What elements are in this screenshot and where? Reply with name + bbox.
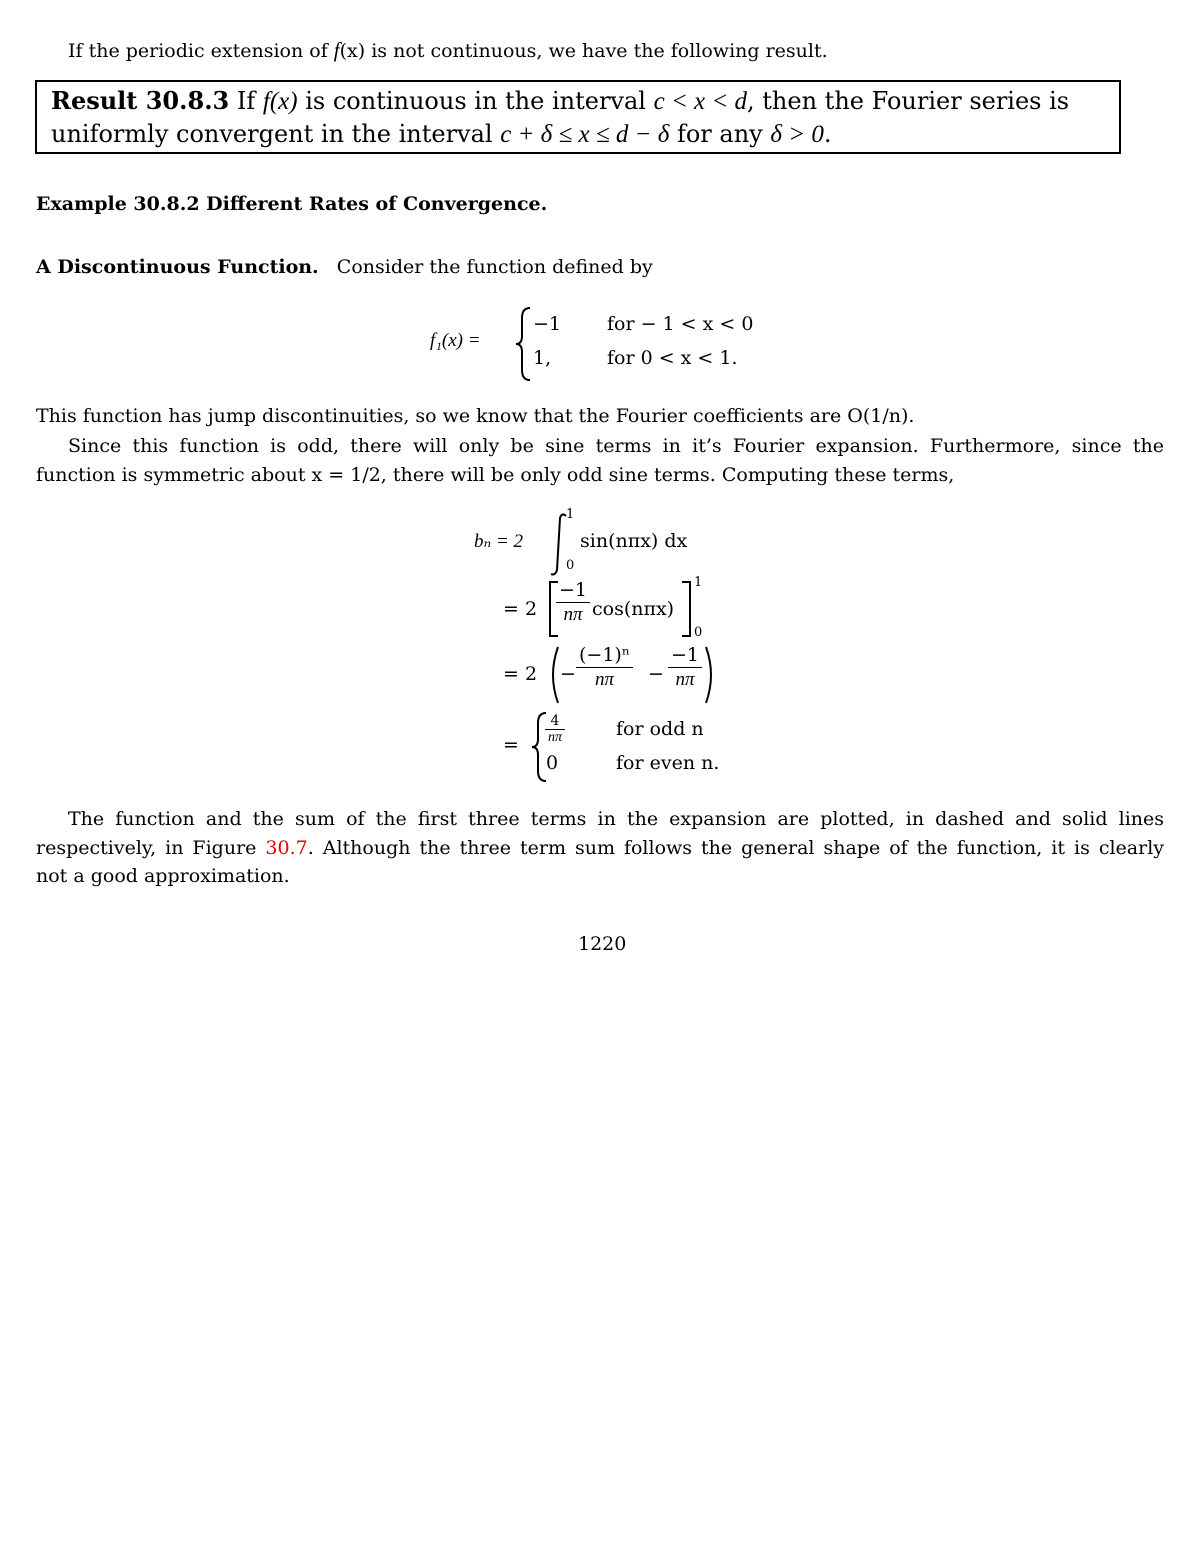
page-number: 1220	[578, 933, 627, 955]
plot-text: . Although the three term sum follows the general shape of the function, it is clearly	[307, 837, 1165, 859]
intro-f: f	[333, 38, 340, 62]
result-text: If	[229, 87, 263, 115]
case1-denominator: nπ	[548, 730, 563, 745]
eq2-upper-limit: 1	[694, 575, 703, 590]
f1-case1-condition: for − 1 < x < 0	[607, 313, 754, 335]
case1-condition: for odd n	[616, 718, 704, 740]
case2-condition: for even n.	[616, 752, 720, 774]
plot-text: respectively, in Figure	[36, 837, 266, 859]
eq2-cos: cos(nπx)	[592, 598, 675, 620]
eq3-minus: −	[560, 663, 576, 685]
paragraph-odd-function-line-2: function is symmetric about x = 1/2, there will be only odd sine terms. Computing these terms,	[36, 464, 955, 486]
integral-lower-limit: 0	[566, 558, 575, 573]
eq3-denominator-1: nπ	[595, 669, 615, 690]
intro-sentence	[68, 38, 828, 63]
paragraph-jump-discontinuities: This function has jump discontinuities, so we know that the Fourier coefficients are O(1/n).	[36, 405, 915, 427]
f1-brace	[512, 306, 534, 382]
eq3-numerator-2: −1	[668, 643, 702, 668]
eq3-fraction-2	[668, 643, 702, 692]
result-line-2	[51, 120, 832, 149]
result-text: uniformly convergent in the interval	[51, 120, 501, 148]
figure-link[interactable]: 30.7	[265, 837, 308, 859]
f1-case2-condition: for 0 < x < 1.	[607, 347, 738, 369]
f1-lhs: f₁(x) =	[430, 330, 481, 351]
result-delta: δ > 0	[770, 121, 824, 148]
integral-upper-limit: 1	[566, 507, 575, 522]
eq4-prefix: =	[503, 734, 519, 756]
right-paren	[704, 645, 718, 705]
eq2-fraction	[556, 578, 590, 627]
bn-lhs: bₙ = 2	[474, 531, 524, 552]
intro-before: If the periodic extension of	[68, 40, 334, 62]
result-interval: c + δ ≤ x ≤ d − δ	[500, 121, 670, 148]
result-text: , then the Fourier series is	[747, 87, 1070, 115]
paragraph-plot-line-1: The function and the sum of the first three terms in the expansion are plotted, in dashed and solid lines	[68, 808, 1164, 830]
eq3-fraction-1	[576, 643, 633, 692]
f1-case2-value: 1,	[533, 347, 552, 369]
result-text: .	[823, 120, 832, 148]
case1-numerator: 4	[545, 713, 565, 730]
eq3-prefix: = 2	[503, 663, 538, 685]
case1-fraction	[545, 713, 565, 746]
result-fx: f(x)	[262, 88, 298, 115]
result-line-1	[51, 86, 1069, 116]
paragraph-odd-function-line-1: Since this function is odd, there will only be sine terms in it’s Fourier expansion. Furthermore, since the	[68, 435, 1164, 457]
result-interval: c < x < d	[653, 88, 748, 115]
f1-case1-value: −1	[533, 313, 562, 335]
eq3-numerator-1: (−1)ⁿ	[576, 643, 633, 668]
right-bracket	[680, 580, 694, 638]
result-text: is continuous in the interval	[297, 87, 654, 115]
discontinuous-heading: A Discontinuous Function.	[36, 256, 319, 278]
integrand: sin(nπx) dx	[580, 530, 688, 552]
discontinuous-paragraph	[36, 256, 653, 278]
eq3-minus-2: −	[648, 663, 664, 685]
left-paren	[546, 645, 560, 705]
intro-paren-x: (x)	[339, 40, 366, 62]
result-label: Result 30.8.3	[51, 86, 230, 115]
case2-value: 0	[546, 752, 559, 774]
eq3-denominator-2: nπ	[675, 669, 695, 690]
result-box	[35, 80, 1121, 154]
intro-after: is not continuous, we have the following result.	[365, 40, 828, 62]
eq2-numerator: −1	[556, 578, 590, 603]
example-title: Example 30.8.2 Different Rates of Convergence.	[36, 193, 548, 215]
eq2-lower-limit: 0	[694, 625, 703, 640]
paragraph-plot-line-2	[36, 834, 1164, 862]
result-text: for any	[669, 120, 771, 148]
discontinuous-text: Consider the function defined by	[336, 256, 653, 278]
eq2-denominator: nπ	[563, 604, 583, 625]
eq2-prefix: = 2	[503, 598, 538, 620]
paragraph-plot-line-3: not a good approximation.	[36, 865, 290, 887]
